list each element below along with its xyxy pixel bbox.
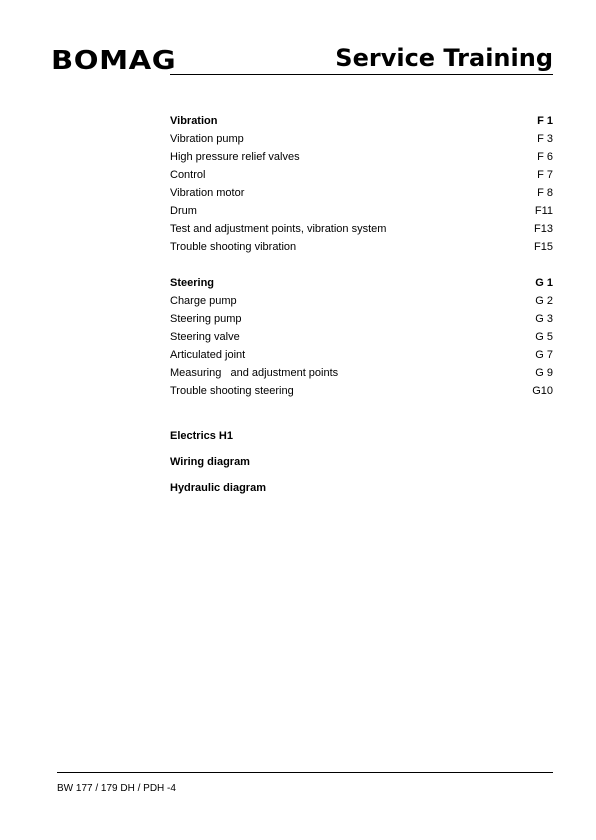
toc-entry-label: Drum (170, 205, 197, 217)
toc-entry[interactable] (170, 364, 553, 382)
toc-entry[interactable] (170, 220, 553, 238)
toc-entry-page: G 3 (535, 313, 553, 325)
toc-item-wiring-diagram[interactable]: Wiring diagram (170, 456, 250, 468)
toc-entry[interactable] (170, 202, 553, 220)
page-title: Service Training (335, 44, 553, 72)
toc-entry-label: Articulated joint (170, 349, 246, 361)
toc-entry-page: G 7 (535, 349, 553, 361)
toc-entry-label: Measuring and adjustment points (170, 367, 339, 379)
toc-entry-page: G10 (532, 385, 553, 397)
toc-section-vibration (170, 112, 553, 256)
toc-entry-page: G 5 (535, 331, 553, 343)
toc-entry-label: Control (170, 169, 206, 181)
toc-entry[interactable] (170, 310, 553, 328)
toc-entry[interactable] (170, 238, 553, 256)
toc-entry[interactable] (170, 148, 553, 166)
toc-entry-page: F 3 (537, 133, 553, 145)
toc-entry-page: F11 (534, 205, 553, 217)
header-divider (170, 74, 553, 75)
toc-entry[interactable] (170, 292, 553, 310)
toc-item-electrics[interactable]: Electrics H1 (170, 430, 233, 442)
toc-heading-page: G 1 (535, 277, 553, 289)
toc-entry-page: F15 (534, 241, 553, 253)
table-of-contents (170, 112, 553, 418)
footer-divider (57, 772, 553, 773)
toc-heading-label: Steering (170, 277, 215, 289)
toc-heading-label: Vibration (170, 115, 218, 127)
toc-entry-label: Steering pump (170, 313, 242, 325)
toc-entry[interactable] (170, 130, 553, 148)
toc-entry-page: G 2 (535, 295, 553, 307)
toc-entry[interactable] (170, 328, 553, 346)
toc-heading-page: F 1 (537, 115, 553, 127)
toc-entry-label: Trouble shooting steering (170, 385, 294, 397)
bomag-logo: BOMAG (51, 46, 177, 76)
toc-item-hydraulic-diagram[interactable]: Hydraulic diagram (170, 482, 266, 494)
toc-entry-label: Test and adjustment points, vibration system (170, 223, 387, 235)
footer-document-id: BW 177 / 179 DH / PDH -4 (57, 783, 176, 794)
toc-entry[interactable] (170, 346, 553, 364)
toc-entry-page: G 9 (535, 367, 553, 379)
toc-heading-vibration[interactable] (170, 112, 553, 130)
toc-heading-steering[interactable] (170, 274, 553, 292)
toc-entry-label: Charge pump (170, 295, 237, 307)
toc-entry-label: High pressure relief valves (170, 151, 300, 163)
toc-entry-page: F13 (534, 223, 553, 235)
toc-entry-page: F 8 (537, 187, 553, 199)
toc-entry-label: Vibration pump (170, 133, 244, 145)
toc-entry-page: F 7 (537, 169, 553, 181)
toc-entry[interactable] (170, 184, 553, 202)
toc-entry[interactable] (170, 382, 553, 400)
toc-entry-label: Steering valve (170, 331, 240, 343)
toc-entry-page: F 6 (537, 151, 553, 163)
toc-entry[interactable] (170, 166, 553, 184)
toc-entry-label: Vibration motor (170, 187, 245, 199)
toc-section-steering (170, 274, 553, 400)
toc-entry-label: Trouble shooting vibration (170, 241, 297, 253)
additional-sections (170, 427, 266, 505)
